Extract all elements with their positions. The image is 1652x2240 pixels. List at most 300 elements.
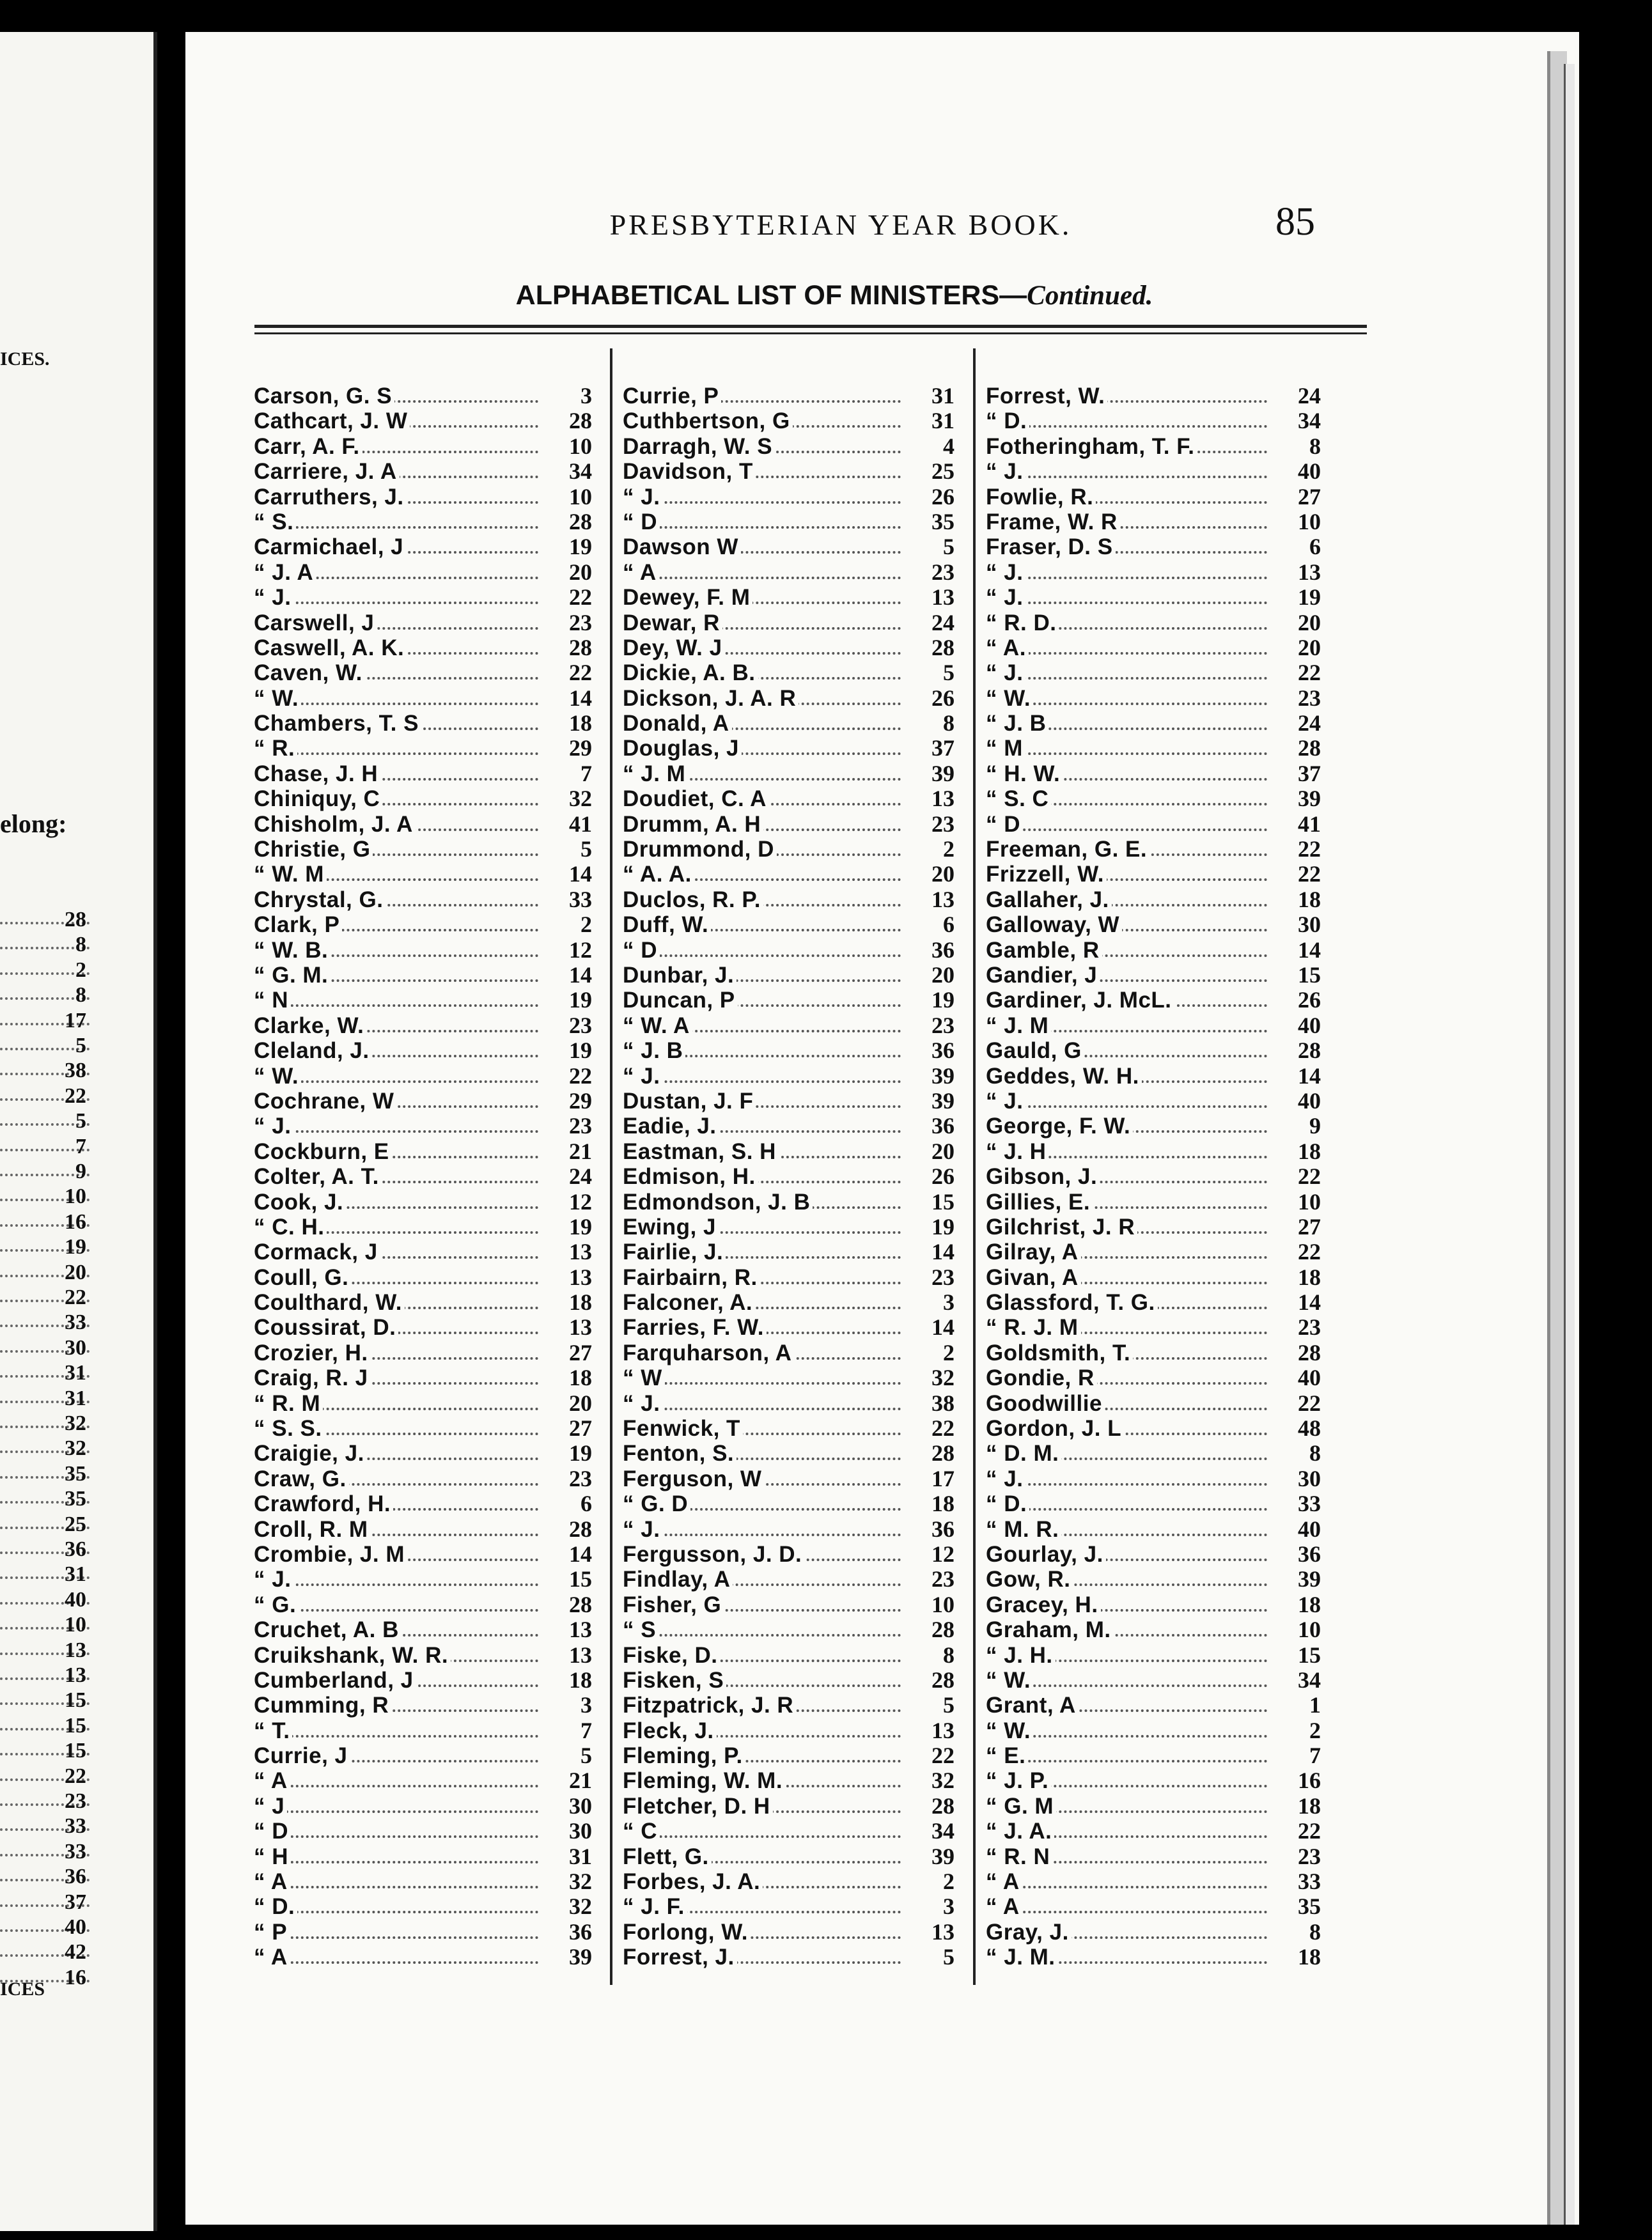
left-page-number: 5 bbox=[75, 1034, 86, 1057]
minister-name: Graham, M. bbox=[986, 1617, 1114, 1642]
left-page-row bbox=[0, 1764, 153, 1789]
minister-entry bbox=[254, 1591, 592, 1617]
page-edge-inner bbox=[1564, 64, 1575, 2225]
minister-entry bbox=[986, 508, 1321, 534]
minister-name: Duff, W. bbox=[623, 912, 711, 937]
minister-entry bbox=[254, 1440, 592, 1466]
minister-name: “ A bbox=[623, 560, 659, 585]
presbytery-number: 36 bbox=[545, 1920, 592, 1945]
minister-entry bbox=[254, 534, 592, 560]
presbytery-number: 31 bbox=[545, 1844, 592, 1869]
minister-name: Gardiner, J. McL. bbox=[986, 988, 1174, 1013]
minister-entry bbox=[986, 1188, 1321, 1215]
presbytery-number: 28 bbox=[545, 1592, 592, 1617]
left-page-row bbox=[0, 1436, 153, 1461]
minister-name: “ D bbox=[623, 938, 660, 963]
minister-entry bbox=[254, 1768, 592, 1794]
minister-name: Goodwillie bbox=[986, 1391, 1105, 1416]
minister-name: George, F. W. bbox=[986, 1114, 1133, 1139]
presbytery-number: 24 bbox=[907, 611, 955, 635]
minister-name: “ D. bbox=[986, 1491, 1029, 1516]
minister-entry bbox=[623, 1062, 955, 1089]
presbytery-number: 24 bbox=[1274, 711, 1321, 736]
minister-entry bbox=[254, 1944, 592, 1970]
minister-name: Drummond, D bbox=[623, 837, 777, 862]
presbytery-number: 22 bbox=[1274, 1240, 1321, 1264]
minister-entry bbox=[254, 1062, 592, 1089]
left-page-row bbox=[0, 1361, 153, 1386]
leader-dots bbox=[260, 1735, 538, 1738]
minister-name: “ J. F. bbox=[623, 1894, 687, 1919]
presbytery-number: 27 bbox=[545, 1416, 592, 1441]
minister-entry bbox=[986, 1491, 1321, 1517]
left-page-number: 10 bbox=[65, 1185, 86, 1209]
presbytery-number: 13 bbox=[545, 1617, 592, 1642]
left-page-number: 31 bbox=[65, 1361, 86, 1385]
presbytery-number: 39 bbox=[907, 1844, 955, 1869]
left-page-number: 16 bbox=[65, 1965, 86, 1989]
minister-entry bbox=[254, 1314, 592, 1341]
presbytery-number: 35 bbox=[1274, 1894, 1321, 1919]
minister-entry bbox=[254, 1516, 592, 1542]
presbytery-number: 16 bbox=[1274, 1768, 1321, 1793]
presbytery-number: 41 bbox=[545, 812, 592, 837]
leader-dots bbox=[260, 1961, 538, 1964]
presbytery-number: 14 bbox=[1274, 1290, 1321, 1315]
minister-name: Dickson, J. A. R bbox=[623, 686, 799, 711]
minister-column-3 bbox=[986, 383, 1321, 1970]
presbytery-number: 38 bbox=[907, 1391, 955, 1416]
presbytery-number: 23 bbox=[545, 1114, 592, 1139]
minister-name: Gandier, J bbox=[986, 963, 1100, 988]
presbytery-number: 39 bbox=[1274, 1567, 1321, 1592]
minister-name: Eastman, S. H bbox=[623, 1139, 779, 1164]
minister-column-2 bbox=[623, 383, 955, 1970]
minister-name: “ W. B. bbox=[254, 938, 331, 963]
minister-name: Dawson W bbox=[623, 534, 741, 559]
presbytery-number: 14 bbox=[907, 1315, 955, 1340]
minister-name: “ W. A bbox=[623, 1013, 692, 1038]
presbytery-number: 3 bbox=[545, 1693, 592, 1718]
minister-name: “ M bbox=[986, 736, 1025, 761]
minister-entry bbox=[254, 508, 592, 534]
minister-entry bbox=[623, 1390, 955, 1416]
minister-name: Fotheringham, T. F. bbox=[986, 434, 1197, 459]
minister-name: Dewar, R bbox=[623, 611, 722, 635]
minister-entry bbox=[986, 1038, 1321, 1064]
minister-name: Ewing, J bbox=[623, 1215, 719, 1240]
presbytery-number: 23 bbox=[907, 812, 955, 837]
minister-name: “ W. M bbox=[254, 862, 327, 887]
presbytery-number: 32 bbox=[907, 1365, 955, 1390]
minister-entry bbox=[254, 1642, 592, 1668]
presbytery-number: 30 bbox=[545, 1819, 592, 1844]
minister-name: Coull, G. bbox=[254, 1265, 351, 1290]
minister-name: “ J. bbox=[254, 1567, 293, 1592]
minister-entry bbox=[254, 735, 592, 761]
leader-dots bbox=[260, 1810, 538, 1813]
minister-name: Farquharson, A bbox=[623, 1341, 794, 1365]
presbytery-number: 2 bbox=[545, 912, 592, 937]
minister-name: Duclos, R. P. bbox=[623, 887, 763, 912]
leader-dots bbox=[992, 577, 1267, 579]
minister-name: “ J. B bbox=[986, 711, 1048, 736]
minister-entry bbox=[986, 1566, 1321, 1592]
minister-name: “ D. bbox=[254, 1894, 297, 1919]
minister-name: Carruthers, J. bbox=[254, 485, 407, 509]
presbytery-number: 36 bbox=[907, 1038, 955, 1063]
presbytery-number: 20 bbox=[907, 1139, 955, 1164]
presbytery-number: 36 bbox=[907, 1517, 955, 1542]
minister-name: “ J. bbox=[986, 585, 1025, 610]
minister-entry bbox=[623, 508, 955, 534]
minister-name: Chiniquy, C bbox=[254, 786, 382, 811]
minister-entry bbox=[254, 961, 592, 988]
minister-entry bbox=[254, 1365, 592, 1391]
presbytery-number: 33 bbox=[545, 887, 592, 912]
presbytery-number: 10 bbox=[907, 1592, 955, 1617]
minister-name: Cumming, R bbox=[254, 1693, 391, 1718]
minister-entry bbox=[986, 1087, 1321, 1114]
minister-name: “ R. bbox=[254, 736, 297, 761]
minister-entry bbox=[623, 1541, 955, 1567]
presbytery-number: 37 bbox=[1274, 761, 1321, 786]
presbytery-number: 28 bbox=[907, 1441, 955, 1466]
presbytery-number: 18 bbox=[1274, 1794, 1321, 1819]
minister-entry bbox=[986, 660, 1321, 686]
presbytery-number: 15 bbox=[545, 1567, 592, 1592]
presbytery-number: 18 bbox=[545, 1365, 592, 1390]
presbytery-number: 40 bbox=[1274, 1517, 1321, 1542]
leader-dots bbox=[260, 1785, 538, 1787]
presbytery-number: 22 bbox=[545, 660, 592, 685]
presbytery-number: 8 bbox=[1274, 1920, 1321, 1945]
left-page-row bbox=[0, 1688, 153, 1713]
section-title-main: ALPHABETICAL LIST OF MINISTERS— bbox=[515, 280, 1027, 311]
minister-entry bbox=[254, 1038, 592, 1064]
minister-name: “ A bbox=[986, 1869, 1022, 1894]
presbytery-number: 26 bbox=[907, 686, 955, 711]
left-page-number: 22 bbox=[65, 1084, 86, 1108]
minister-name: “ R. M bbox=[254, 1391, 323, 1416]
minister-entry bbox=[986, 1768, 1321, 1794]
minister-name: “ G. M bbox=[986, 1794, 1056, 1819]
minister-entry bbox=[986, 408, 1321, 434]
left-page-number: 10 bbox=[65, 1613, 86, 1637]
presbytery-number: 22 bbox=[907, 1743, 955, 1768]
minister-entry bbox=[254, 483, 592, 509]
minister-name: “ A bbox=[986, 1894, 1022, 1919]
presbytery-number: 48 bbox=[1274, 1416, 1321, 1441]
presbytery-number: 5 bbox=[545, 837, 592, 862]
left-page-number: 32 bbox=[65, 1412, 86, 1435]
left-page-number: 22 bbox=[65, 1764, 86, 1788]
left-page-number: 38 bbox=[65, 1059, 86, 1083]
running-header-title: PRESBYTERIAN YEAR BOOK. bbox=[609, 208, 1072, 241]
minister-name: Carswell, J bbox=[254, 611, 377, 635]
minister-entry bbox=[254, 1289, 592, 1316]
minister-name: “ J. M. bbox=[986, 1945, 1058, 1970]
minister-name: Glassford, T. G. bbox=[986, 1290, 1158, 1315]
leader-dots bbox=[992, 677, 1267, 680]
minister-entry bbox=[254, 760, 592, 786]
presbytery-number: 3 bbox=[907, 1894, 955, 1919]
minister-entry bbox=[254, 1188, 592, 1215]
minister-name: “ R. J. M bbox=[986, 1315, 1081, 1340]
leader-dots bbox=[992, 1508, 1267, 1511]
minister-entry bbox=[254, 786, 592, 812]
presbytery-number: 23 bbox=[907, 560, 955, 585]
minister-name: Caswell, A. K. bbox=[254, 635, 407, 660]
minister-entry bbox=[986, 1339, 1321, 1365]
minister-name: “ D bbox=[254, 1819, 291, 1844]
minister-entry bbox=[254, 559, 592, 585]
presbytery-number: 37 bbox=[907, 736, 955, 761]
minister-name: “ A bbox=[254, 1768, 290, 1793]
left-page-number: 30 bbox=[65, 1335, 86, 1360]
minister-entry bbox=[986, 1617, 1321, 1643]
minister-entry bbox=[986, 609, 1321, 635]
left-page-row bbox=[0, 1840, 153, 1865]
presbytery-number: 18 bbox=[545, 1668, 592, 1693]
presbytery-number: 33 bbox=[1274, 1869, 1321, 1894]
presbytery-number: 23 bbox=[1274, 1315, 1321, 1340]
presbytery-number: 18 bbox=[1274, 1945, 1321, 1970]
left-page-row bbox=[0, 1638, 153, 1663]
minister-name: Edmison, H. bbox=[623, 1164, 758, 1189]
presbytery-number: 28 bbox=[1274, 1341, 1321, 1365]
leader-dots bbox=[260, 1936, 538, 1939]
presbytery-number: 14 bbox=[545, 1542, 592, 1567]
minister-entry bbox=[254, 912, 592, 938]
left-page-row bbox=[0, 1739, 153, 1764]
minister-name: Carr, A. F. bbox=[254, 434, 362, 459]
minister-entry bbox=[986, 584, 1321, 611]
minister-name: Fergusson, J. D. bbox=[623, 1542, 804, 1567]
presbytery-number: 5 bbox=[545, 1743, 592, 1768]
minister-entry bbox=[986, 1213, 1321, 1240]
minister-name: Darragh, W. S bbox=[623, 434, 775, 459]
presbytery-number: 39 bbox=[545, 1945, 592, 1970]
minister-entry bbox=[623, 458, 955, 485]
presbytery-number: 27 bbox=[545, 1341, 592, 1365]
minister-name: Currie, J bbox=[254, 1743, 350, 1768]
minister-entry bbox=[254, 433, 592, 459]
left-page-row bbox=[0, 1084, 153, 1109]
minister-entry bbox=[986, 1692, 1321, 1718]
minister-entry bbox=[254, 1869, 592, 1895]
presbytery-number: 13 bbox=[545, 1643, 592, 1668]
presbytery-number: 36 bbox=[907, 1114, 955, 1139]
leader-dots bbox=[992, 1483, 1267, 1486]
minister-entry bbox=[986, 987, 1321, 1013]
presbytery-number: 29 bbox=[545, 736, 592, 761]
minister-entry bbox=[623, 1894, 955, 1920]
presbytery-number: 2 bbox=[907, 837, 955, 862]
presbytery-number: 28 bbox=[1274, 1038, 1321, 1063]
presbytery-number: 32 bbox=[545, 1894, 592, 1919]
presbytery-number: 7 bbox=[545, 1718, 592, 1743]
minister-name: Duncan, P bbox=[623, 988, 738, 1013]
minister-entry bbox=[986, 861, 1321, 887]
presbytery-number: 22 bbox=[1274, 1819, 1321, 1844]
minister-entry bbox=[254, 1818, 592, 1844]
minister-entry bbox=[623, 1642, 955, 1668]
left-page-row bbox=[0, 1412, 153, 1436]
presbytery-number: 7 bbox=[545, 761, 592, 786]
presbytery-number: 8 bbox=[907, 711, 955, 736]
left-page-row bbox=[0, 933, 153, 958]
presbytery-number: 13 bbox=[545, 1315, 592, 1340]
minister-entry bbox=[254, 1717, 592, 1743]
minister-name: “ J. P. bbox=[986, 1768, 1051, 1793]
minister-name: “ J. A. bbox=[986, 1819, 1054, 1844]
leader-dots bbox=[629, 1835, 901, 1838]
presbytery-number: 34 bbox=[907, 1819, 955, 1844]
leader-dots bbox=[992, 752, 1267, 755]
minister-name: “ D. bbox=[986, 408, 1029, 433]
minister-name: Fitzpatrick, J. R bbox=[623, 1693, 796, 1718]
left-page-number: 5 bbox=[75, 1109, 86, 1133]
left-page-number: 15 bbox=[65, 1739, 86, 1763]
minister-name: Cockburn, E bbox=[254, 1139, 392, 1164]
presbytery-number: 28 bbox=[907, 1668, 955, 1693]
presbytery-number: 39 bbox=[907, 1064, 955, 1089]
leader-dots bbox=[260, 1886, 538, 1888]
minister-column-1 bbox=[254, 383, 592, 1970]
minister-name: “ J. M bbox=[986, 1013, 1051, 1038]
section-title bbox=[185, 280, 1579, 311]
minister-name: Currie, P bbox=[623, 384, 721, 408]
minister-entry bbox=[986, 1869, 1321, 1895]
minister-entry bbox=[254, 1087, 592, 1114]
minister-entry bbox=[623, 584, 955, 611]
presbytery-number: 13 bbox=[907, 585, 955, 610]
left-page-row bbox=[0, 1789, 153, 1814]
minister-name: Dickie, A. B. bbox=[623, 660, 758, 685]
presbytery-number: 3 bbox=[545, 384, 592, 408]
minister-name: Frizzell, W. bbox=[986, 862, 1107, 887]
leader-dots bbox=[260, 526, 538, 529]
minister-entry bbox=[986, 1793, 1321, 1819]
left-page-number: 35 bbox=[65, 1461, 86, 1486]
section-title-continued: Continued. bbox=[1027, 281, 1153, 311]
leader-dots bbox=[992, 1760, 1267, 1762]
minister-entry bbox=[623, 1667, 955, 1693]
presbytery-number: 27 bbox=[1274, 485, 1321, 509]
minister-name: Davidson, T bbox=[623, 459, 756, 484]
minister-name: Forrest, W. bbox=[986, 384, 1107, 408]
left-page-row bbox=[0, 1915, 153, 1940]
presbytery-number: 8 bbox=[907, 1643, 955, 1668]
minister-entry bbox=[254, 710, 592, 736]
minister-entry bbox=[986, 1743, 1321, 1769]
left-page-number: 8 bbox=[75, 933, 86, 957]
left-page-number: 28 bbox=[65, 908, 86, 931]
presbytery-number: 19 bbox=[545, 1215, 592, 1240]
presbytery-number: 23 bbox=[545, 611, 592, 635]
minister-name: Flett, G. bbox=[623, 1844, 712, 1869]
left-page-heading-fragment: ICES. bbox=[0, 348, 50, 369]
left-page-row bbox=[0, 1311, 153, 1335]
left-page-row bbox=[0, 1663, 153, 1688]
presbytery-number: 19 bbox=[1274, 585, 1321, 610]
presbytery-number: 6 bbox=[907, 912, 955, 937]
minister-name: “ D bbox=[986, 812, 1023, 837]
left-page-number: 13 bbox=[65, 1663, 86, 1687]
minister-name: Crawford, H. bbox=[254, 1491, 393, 1516]
left-page-number: 31 bbox=[65, 1562, 86, 1587]
minister-name: “ J. bbox=[254, 585, 293, 610]
minister-name: Gibson, J. bbox=[986, 1164, 1100, 1189]
presbytery-number: 23 bbox=[545, 1013, 592, 1038]
presbytery-number: 20 bbox=[545, 560, 592, 585]
left-page-number: 36 bbox=[65, 1865, 86, 1889]
leader-dots bbox=[629, 1408, 901, 1410]
minister-name: Edmondson, J. B bbox=[623, 1190, 813, 1215]
minister-entry bbox=[623, 1213, 955, 1240]
left-page-number: 20 bbox=[65, 1260, 86, 1284]
presbytery-number: 23 bbox=[907, 1013, 955, 1038]
minister-entry bbox=[986, 458, 1321, 485]
minister-entry bbox=[254, 1339, 592, 1365]
minister-name: Carriere, J. A bbox=[254, 459, 400, 484]
presbytery-number: 15 bbox=[907, 1190, 955, 1215]
minister-name: “ J. bbox=[623, 1391, 662, 1416]
minister-entry bbox=[623, 1188, 955, 1215]
minister-entry bbox=[623, 1617, 955, 1643]
minister-entry bbox=[254, 1213, 592, 1240]
left-page-number: 16 bbox=[65, 1209, 86, 1234]
presbytery-number: 2 bbox=[907, 1869, 955, 1894]
left-page-row bbox=[0, 1135, 153, 1160]
minister-entry bbox=[986, 1239, 1321, 1265]
presbytery-number: 22 bbox=[1274, 660, 1321, 685]
presbytery-number: 40 bbox=[1274, 1013, 1321, 1038]
leader-dots bbox=[260, 1130, 538, 1133]
minister-entry bbox=[623, 1692, 955, 1718]
left-page-number: 8 bbox=[75, 983, 86, 1007]
header-rule-thick bbox=[254, 325, 1367, 328]
minister-entry bbox=[986, 961, 1321, 988]
presbytery-number: 19 bbox=[907, 1215, 955, 1240]
minister-entry bbox=[623, 1818, 955, 1844]
minister-entry bbox=[623, 1138, 955, 1164]
minister-name: Dey, W. J bbox=[623, 635, 725, 660]
leader-dots bbox=[629, 1382, 901, 1385]
minister-name: Geddes, W. H. bbox=[986, 1064, 1142, 1089]
presbytery-number: 22 bbox=[545, 1064, 592, 1089]
minister-name: “ W. bbox=[254, 686, 301, 711]
minister-entry bbox=[986, 1163, 1321, 1190]
leader-dots bbox=[260, 752, 538, 755]
presbytery-number: 19 bbox=[545, 1038, 592, 1063]
minister-name: Christie, G bbox=[254, 837, 373, 862]
presbytery-number: 18 bbox=[907, 1491, 955, 1516]
leader-dots bbox=[992, 1735, 1267, 1738]
minister-entry bbox=[254, 458, 592, 485]
minister-name: Chisholm, J. A bbox=[254, 812, 416, 837]
left-page-row bbox=[0, 1210, 153, 1235]
minister-name: Gilchrist, J. R bbox=[986, 1215, 1137, 1240]
presbytery-number: 39 bbox=[1274, 786, 1321, 811]
minister-name: “ J. M bbox=[623, 761, 688, 786]
presbytery-number: 40 bbox=[1274, 1089, 1321, 1114]
minister-entry bbox=[254, 1239, 592, 1265]
presbytery-number: 10 bbox=[545, 485, 592, 509]
presbytery-number: 2 bbox=[1274, 1718, 1321, 1743]
minister-name: Dustan, J. F bbox=[623, 1089, 756, 1114]
